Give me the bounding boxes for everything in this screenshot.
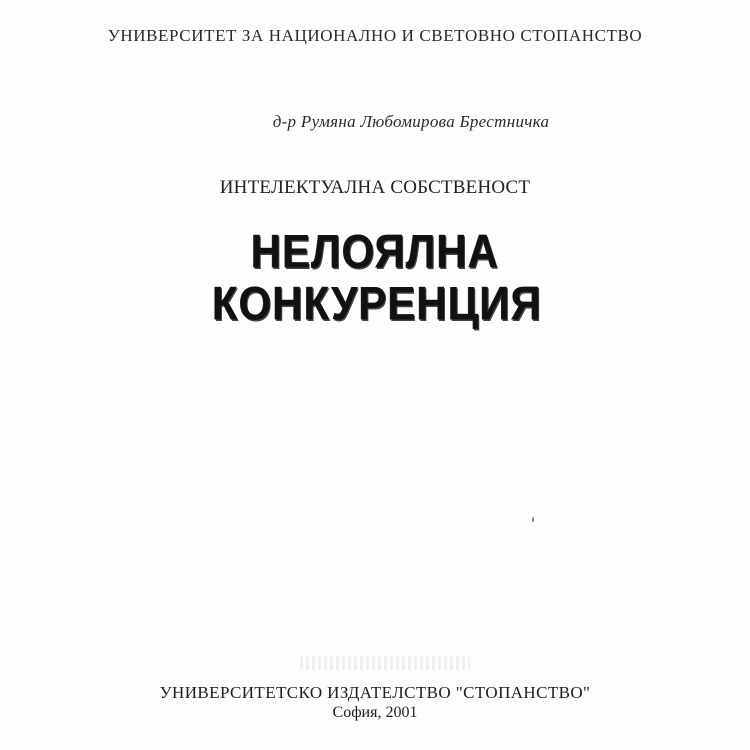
book-title-line-2: КОНКУРЕНЦИЯ xyxy=(212,277,542,330)
institution-name: УНИВЕРСИТЕТ ЗА НАЦИОНАЛНО И СВЕТОВНО СТОПАНСТВО xyxy=(107,26,643,45)
series-title: ИНТЕЛЕКТУАЛНА СОБСТВЕНОСТ xyxy=(219,177,531,198)
imprint-place-year: София, 2001 xyxy=(332,704,418,721)
scan-speck xyxy=(532,517,534,522)
author-name: д-р Румяна Любомирова Брестничка xyxy=(272,112,550,131)
scan-smudge xyxy=(300,656,470,670)
publisher-name: УНИВЕРСИТЕТСКО ИЗДАТЕЛСТВО "СТОПАНСТВО" xyxy=(159,683,591,702)
book-title-line-1: НЕЛОЯЛНА xyxy=(250,225,500,278)
